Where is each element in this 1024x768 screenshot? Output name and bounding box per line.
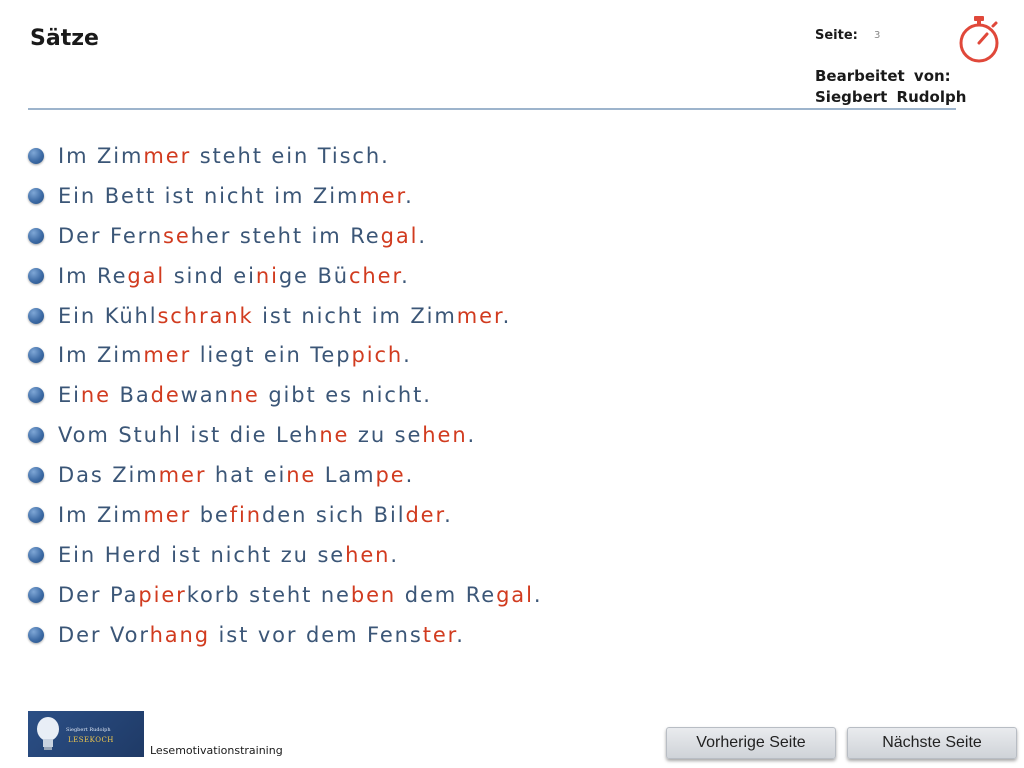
bullet-icon	[28, 268, 44, 284]
bullet-icon	[28, 188, 44, 204]
sentence-item	[28, 216, 542, 256]
author-block	[815, 66, 966, 108]
sentence-segment: Ein Herd ist nicht zu se	[58, 542, 346, 567]
sentence-text	[58, 503, 453, 527]
highlighted-syllable: ne	[229, 383, 260, 408]
sentence-segment: Der Pa	[58, 582, 139, 607]
sentence-text	[58, 623, 465, 647]
highlighted-syllable: gal	[380, 223, 419, 248]
sentence-segment: .	[444, 502, 453, 527]
sentence-text	[58, 184, 414, 208]
page-number-label: Seite:	[815, 28, 858, 43]
sentence-segment: Vom Stuhl ist die Leh	[58, 423, 320, 448]
sentence-segment: Der Vor	[58, 622, 150, 647]
sentence-text	[58, 224, 427, 248]
highlighted-syllable: ne	[286, 463, 317, 488]
highlighted-syllable: gal	[496, 582, 534, 607]
sentence-segment: Ein Bett ist nicht im Zim	[58, 183, 360, 208]
highlighted-syllable: der	[405, 502, 445, 527]
header-divider	[28, 108, 956, 110]
sentence-item	[28, 256, 542, 296]
edited-by-label: Bearbeitet von:	[815, 67, 951, 85]
bullet-icon	[28, 507, 44, 523]
highlighted-syllable: hen	[345, 542, 391, 567]
sentence-segment: .	[405, 183, 414, 208]
page-number: 3	[874, 30, 881, 41]
highlighted-syllable: cher	[348, 263, 402, 288]
highlighted-syllable: gal	[127, 263, 166, 288]
highlighted-syllable: pich	[351, 343, 404, 368]
sentence-item	[28, 375, 542, 415]
highlighted-syllable: mer	[143, 502, 192, 527]
sentence-segment: .	[467, 423, 477, 448]
sentence-segment: Das Zim	[58, 463, 159, 488]
sentence-segment: hat ei	[206, 463, 287, 488]
sentence-item	[28, 136, 542, 176]
sentence-item	[28, 495, 542, 535]
bullet-icon	[28, 627, 44, 643]
sentence-segment: Im Zim	[58, 343, 144, 368]
highlighted-syllable: de	[150, 383, 181, 408]
sentence-segment: Ei	[58, 383, 81, 408]
sentence-segment: korb steht ne	[186, 582, 351, 607]
sentence-segment: Ein Kühl	[58, 303, 158, 328]
sentence-segment: dem Re	[396, 582, 497, 607]
highlighted-syllable: se	[163, 223, 191, 248]
lesekoch-logo	[28, 711, 144, 757]
sentence-text	[58, 264, 410, 288]
previous-page-button[interactable]: Vorherige Seite	[666, 727, 836, 759]
highlighted-syllable: pe	[375, 463, 406, 488]
sentence-segment: Im Re	[58, 263, 128, 288]
logo-brand: LESEKOCH	[68, 736, 114, 744]
highlighted-syllable: ne	[319, 423, 350, 448]
sentence-segment: ist vor dem Fens	[209, 622, 423, 647]
sentence-segment: be	[191, 502, 230, 527]
sentence-segment: liegt ein Tep	[191, 343, 352, 368]
sentence-text	[58, 144, 390, 168]
highlighted-syllable: ne	[80, 383, 111, 408]
next-page-button[interactable]: Nächste Seite	[847, 727, 1017, 759]
sentence-list	[28, 136, 542, 655]
sentence-segment: gibt es nicht.	[259, 383, 432, 408]
sentence-segment: den sich Bil	[262, 502, 406, 527]
sentence-text	[58, 423, 476, 447]
sentence-item	[28, 535, 542, 575]
sentence-segment: Lam	[316, 463, 376, 488]
highlighted-syllable: mer	[456, 303, 503, 328]
page-title: Sätze	[30, 26, 99, 51]
sentence-segment: her steht im Re	[190, 223, 381, 248]
sentence-segment: Ba	[110, 383, 151, 408]
sentence-text	[58, 583, 542, 607]
highlighted-syllable: mer	[158, 463, 207, 488]
sentence-segment: zu se	[349, 423, 423, 448]
sentence-item	[28, 575, 542, 615]
highlighted-syllable: hen	[422, 423, 468, 448]
bullet-icon	[28, 148, 44, 164]
highlighted-syllable: pier	[138, 582, 187, 607]
bullet-icon	[28, 427, 44, 443]
sentence-text	[58, 304, 511, 328]
sentence-segment: sind ei	[165, 263, 256, 288]
sentence-segment: .	[401, 263, 410, 288]
lightbulb-icon	[34, 715, 62, 753]
sentence-segment: .	[418, 223, 427, 248]
footer-label: Lesemotivationstraining	[150, 744, 283, 757]
sentence-item	[28, 296, 542, 336]
sentence-text	[58, 543, 399, 567]
sentence-item	[28, 335, 542, 375]
bullet-icon	[28, 228, 44, 244]
bullet-icon	[28, 347, 44, 363]
sentence-text	[58, 343, 412, 367]
sentence-segment: Im Zim	[58, 143, 144, 168]
highlighted-syllable: mer	[143, 143, 192, 168]
bullet-icon	[28, 467, 44, 483]
sentence-segment: Im Zim	[58, 502, 144, 527]
sentence-segment: .	[533, 582, 543, 607]
sentence-segment: .	[390, 542, 399, 567]
sentence-item	[28, 415, 542, 455]
highlighted-syllable: mer	[359, 183, 406, 208]
highlighted-syllable: ni	[255, 263, 279, 288]
bullet-icon	[28, 308, 44, 324]
bullet-icon	[28, 587, 44, 603]
bullet-icon	[28, 547, 44, 563]
logo-author: Siegbert Rudolph	[66, 727, 111, 733]
sentence-segment: .	[403, 343, 412, 368]
sentence-segment: steht ein Tisch.	[191, 143, 390, 168]
sentence-text	[58, 383, 432, 407]
sentence-item	[28, 176, 542, 216]
sentence-segment: .	[405, 463, 415, 488]
sentence-segment: .	[502, 303, 512, 328]
highlighted-syllable: hang	[149, 622, 210, 647]
sentence-text	[58, 463, 414, 487]
edited-by-name: Siegbert Rudolph	[815, 88, 967, 106]
highlighted-syllable: mer	[143, 343, 192, 368]
stopwatch-icon[interactable]	[955, 14, 1003, 64]
sentence-segment: .	[456, 622, 465, 647]
sentence-item	[28, 455, 542, 495]
highlighted-syllable: ter	[422, 622, 457, 647]
highlighted-syllable: schrank	[157, 303, 254, 328]
sentence-segment: ge Bü	[278, 263, 349, 288]
bullet-icon	[28, 387, 44, 403]
highlighted-syllable: fin	[229, 502, 263, 527]
highlighted-syllable: ben	[350, 582, 397, 607]
sentence-segment: Der Fern	[58, 223, 164, 248]
sentence-segment: wan	[180, 383, 230, 408]
sentence-item	[28, 615, 542, 655]
sentence-segment: ist nicht im Zim	[253, 303, 457, 328]
